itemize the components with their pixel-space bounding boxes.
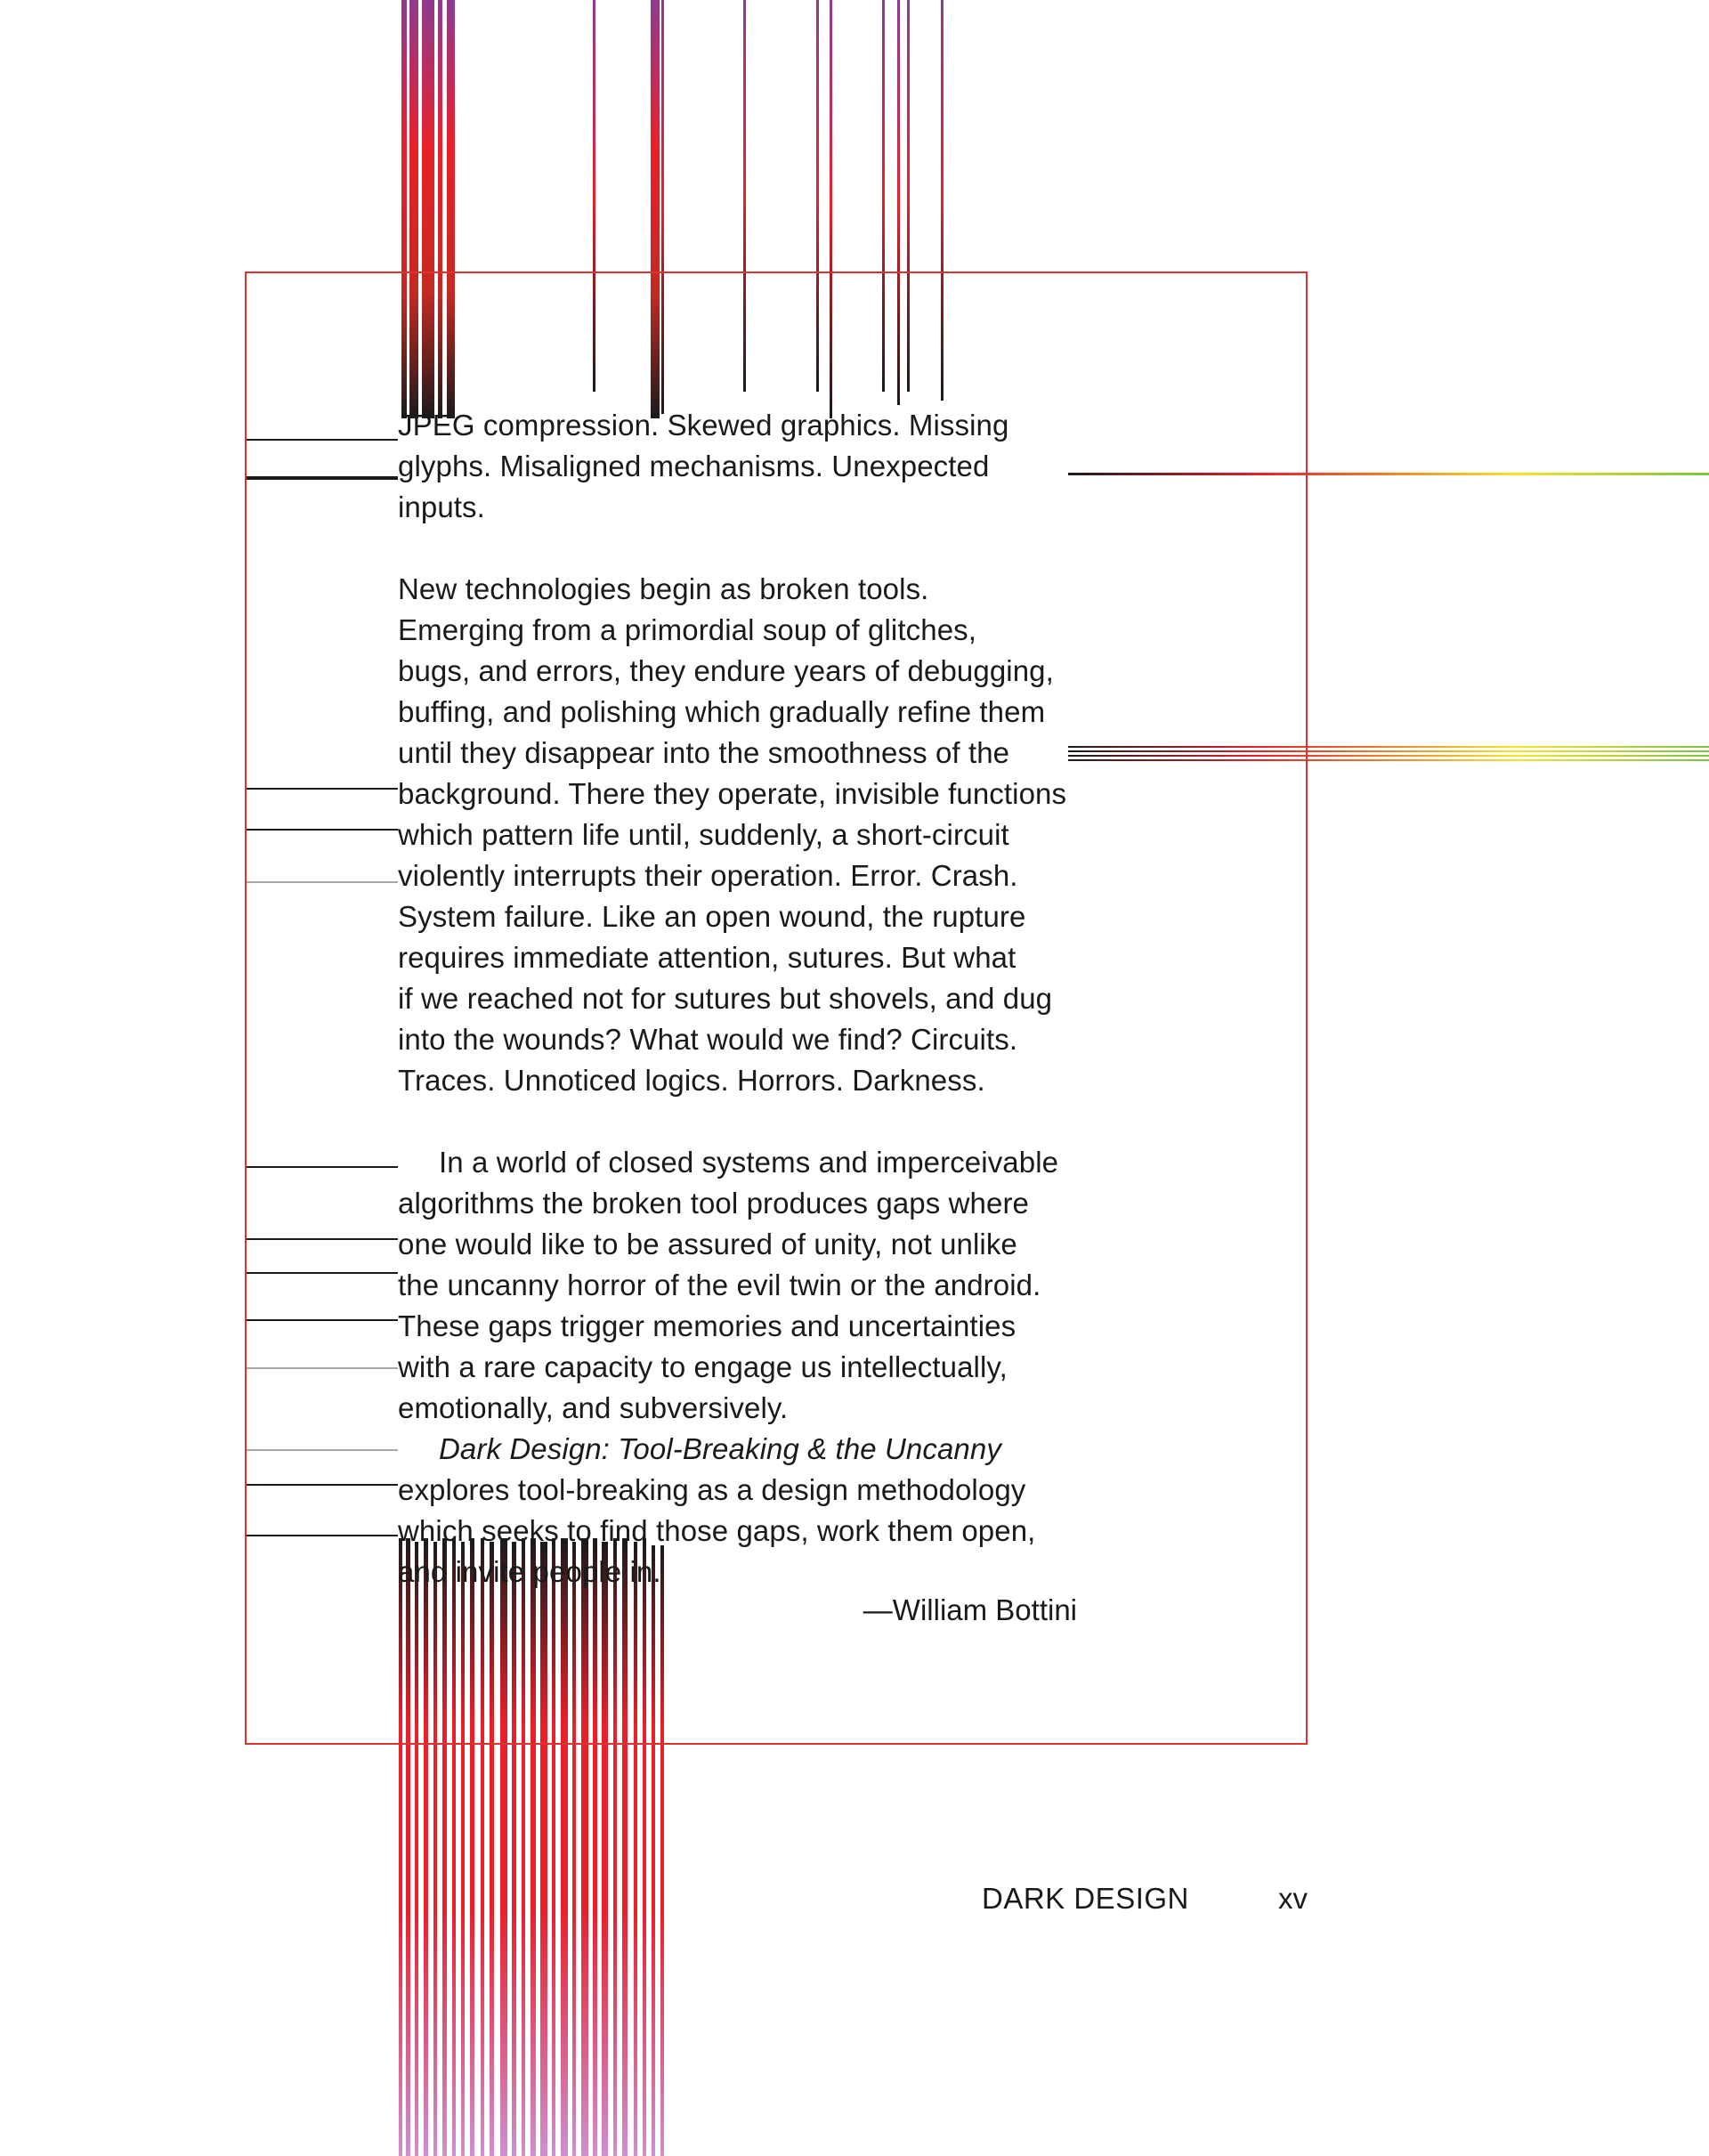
paragraph-2 [398, 569, 1074, 1101]
book-title: Dark Design: Tool-Breaking & the Uncanny [439, 1432, 1001, 1465]
essay-body [398, 405, 1074, 1593]
essay-line: These gaps trigger memories and uncertainties [398, 1309, 1016, 1342]
essay-line: bugs, and errors, they endure years of debugging, [398, 654, 1054, 687]
paragraph-4 [398, 1429, 1074, 1593]
essay-line: buffing, and polishing which gradually refine them [398, 695, 1046, 728]
essay-line: emotionally, and subversively. [398, 1391, 789, 1424]
essay-line: until they disappear into the smoothness of the [398, 736, 1010, 769]
essay-line: and invite people in. [398, 1555, 661, 1588]
essay-line: System failure. Like an open wound, the rupture [398, 900, 1026, 933]
essay-line: which pattern life until, suddenly, a short-circuit [398, 818, 1009, 851]
essay-line: background. There they operate, invisible functions [398, 777, 1067, 810]
author-signature: —William Bottini [863, 1593, 1077, 1626]
essay-line: Traces. Unnoticed logics. Horrors. Darkness. [398, 1064, 985, 1097]
essay-line: explores tool-breaking as a design methodology [398, 1473, 1026, 1506]
essay-line: which seeks to find those gaps, work them open, [398, 1514, 1036, 1547]
running-head: DARK DESIGN [982, 1882, 1189, 1915]
essay-line: JPEG compression. Skewed graphics. Missing [398, 409, 1009, 442]
essay-line: glyphs. Misaligned mechanisms. Unexpected inputs. [398, 450, 990, 523]
paragraph-3 [398, 1142, 1074, 1429]
essay-line: algorithms the broken tool produces gaps where [398, 1187, 1030, 1220]
essay-line: into the wounds? What would we find? Circuits. [398, 1023, 1018, 1056]
essay-line: the uncanny horror of the evil twin or the android. [398, 1268, 1041, 1301]
essay-line: violently interrupts their operation. Error. Crash. [398, 859, 1018, 892]
essay-line: New technologies begin as broken tools. [398, 572, 929, 605]
essay-line: requires immediate attention, sutures. But what [398, 941, 1016, 974]
essay-line: In a world of closed systems and imperceivable [439, 1146, 1059, 1179]
essay-line: if we reached not for sutures but shovels, and dug [398, 982, 1053, 1015]
paragraph-1 [398, 405, 1074, 528]
essay-line: with a rare capacity to engage us intellectually, [398, 1350, 1008, 1383]
page-number: xv [1278, 1882, 1308, 1915]
essay-line: one would like to be assured of unity, not unlike [398, 1228, 1017, 1260]
essay-line: Emerging from a primordial soup of glitches, [398, 613, 977, 646]
